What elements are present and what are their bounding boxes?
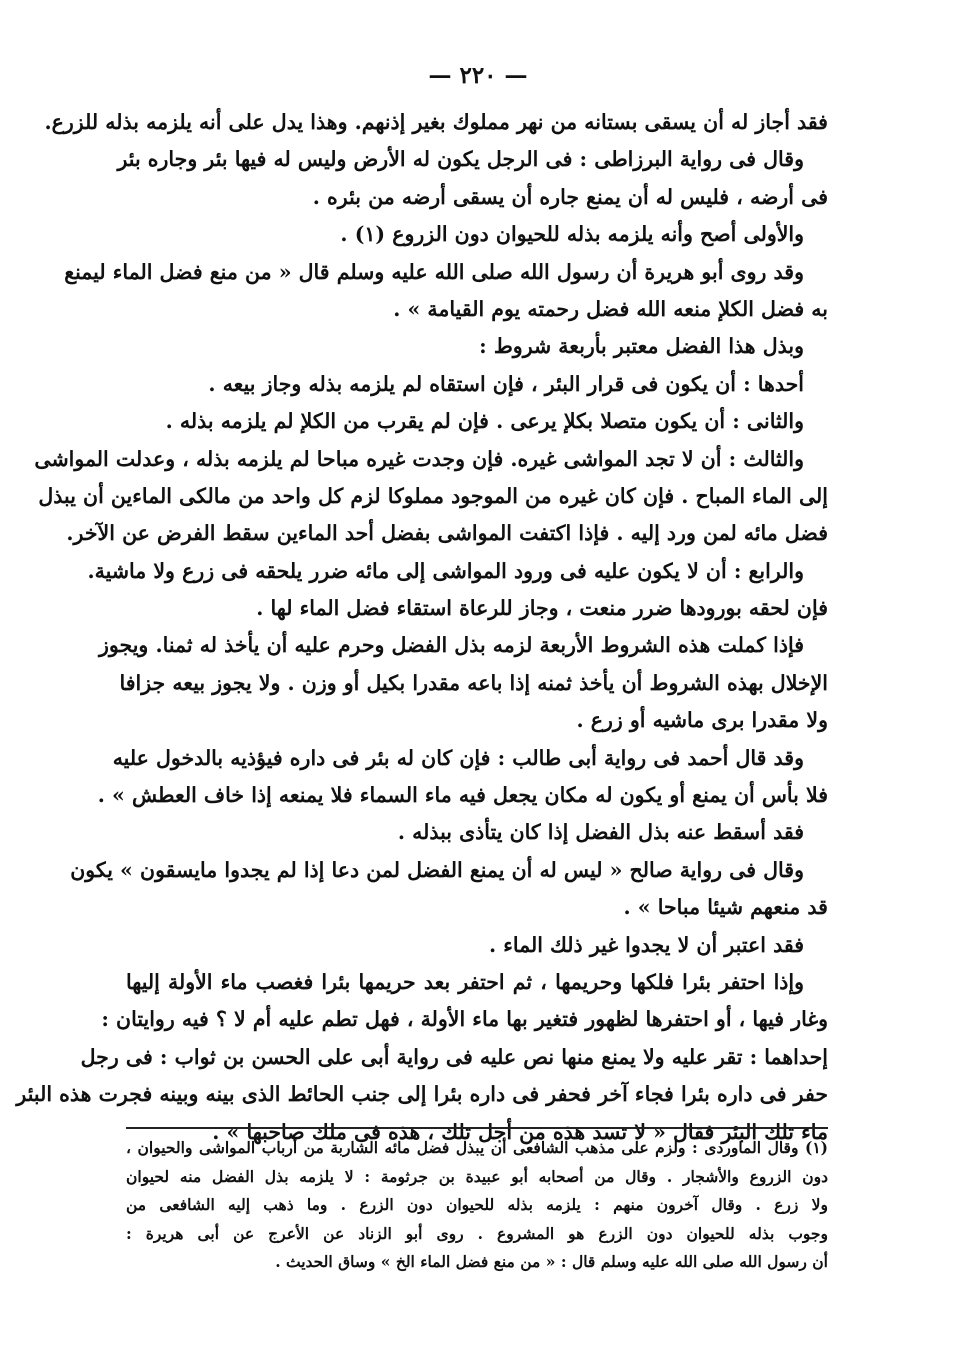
body-line: وبذل هذا الفضل معتبر بأربعة شروط : xyxy=(479,334,804,359)
body-line: فقد أجاز له أن يسقى بستانه من نهر مملوك بغير إذنهم. وهذا يدل على أنه يلزمه بذله للزرع. xyxy=(44,110,828,134)
footnote-line: ولا زرع . وقال آخرون منهم : يلزمه بذله للحيوان دون الزرع . وما ذهب إليه الشافعى من xyxy=(126,1195,828,1215)
body-line: ولا مقدرا برى ماشيه أو زرع . xyxy=(576,708,828,733)
body-line: فإن لحقه بورودها ضرر منعت ، وجاز للرعاة استقاء فضل الماء لها . xyxy=(256,596,828,621)
body-line: والرابع : أن لا يكون عليه فى ورود المواشى إلى مائه ضرر يلحقه فى زرع ولا ماشية. xyxy=(87,558,804,583)
body-line: وقد قال أحمد فى رواية أبى طالب : فإن كان له بئر فى داره فيؤذيه بالدخول عليه xyxy=(112,745,804,770)
footnotes xyxy=(126,1134,828,1277)
body-line: به فضل الكلإ منعه الله فضل رحمته يوم القيامة » . xyxy=(393,296,828,321)
body-line: وقال فى رواية صالح « ليس له أن يمنع الفضل لمن دعا إذا لم يجدوا مايسقون » يكون xyxy=(70,857,804,882)
body-line: أحدها : أن يكون فى قرار البئر ، فإن استقاه لم يلزمه بذله وجاز بيعه . xyxy=(208,371,804,396)
footnote-line: أن رسول الله صلى الله عليه وسلم قال : « من منع فضل الماء الخ » وساق الحديث . xyxy=(275,1252,828,1272)
body-line: قد منعهم شيئا مباحا » . xyxy=(623,895,828,920)
footnote-line: دون الزروع والأشجار . وقال من أصحابه أبو عبيدة بن جرثومة : لا يلزمه بذل الفضل منه لحيوان xyxy=(126,1166,828,1186)
body-line: والثالث : أن لا تجد المواشى غيره. فإن وجدت غيره مباحا لم يلزمه بذله ، وعدلت المواشى xyxy=(34,446,804,471)
body-line: فإذا كملت هذه الشروط الأربعة لزمه بذل الفضل وحرم عليه أن يأخذ له ثمنا. ويجوز xyxy=(99,633,804,658)
body-line: إحداهما : تقر عليه ولا يمنع منها نص عليه فى رواية أبى على الحسن بن ثواب : فى رجل xyxy=(80,1044,828,1069)
body-line: وقد روى أبو هريرة أن رسول الله صلى الله عليه وسلم قال « من منع فضل الماء ليمنع xyxy=(64,259,804,284)
body-line: فى أرضه ، فليس له أن يمنع جاره أن يسقى أرضه من بئره . xyxy=(312,184,828,209)
body-line: والثانى : أن يكون متصلا بكلإ يرعى . فإن لم يقرب من الكلإ لم يلزمه بذله . xyxy=(165,409,804,434)
body-line: فقد أسقط عنه بذل الفضل إذا كان يتأذى ببذله . xyxy=(397,820,804,845)
body-line: وإذا احتفر بئرا فلكها وحريمها ، ثم احتفر بعد حريمها بئرا فغصب ماء الأولة إليها xyxy=(126,969,804,994)
body-line: وقال فى رواية البرزاطى : فى الرجل يكون له الأرض وليس له فيها بئر وجاره بئر xyxy=(117,147,804,172)
body-line: فضل مائه لمن ورد إليه . فإذا اكتفت المواشى بفضل أحد الماءين سقط الفرض عن الآخر. xyxy=(66,521,828,546)
body-line: فلا بأس أن يمنع أو يكون له مكان يجعل فيه ماء السماء فلا يمنعه إذا خاف العطش » . xyxy=(97,783,828,808)
body-line: وغار فيها ، أو احتفرها لظهور فتغير بها ماء الأولة ، فهل تطم عليه أم لا ؟ فيه روايتان : xyxy=(101,1007,828,1032)
body-line: حفر فى داره بئرا فجاء آخر فحفر فى داره بئرا إلى جنب الحائط الذى بينه وبينه فجرت هذه البئر xyxy=(16,1082,828,1107)
body-line: ماء تلك البئر فقال « لا تسد هذه من أجل تلك ، هذه فى ملك صاحبها » . xyxy=(212,1119,828,1144)
body-line: الإخلال بهذه الشروط أن يأخذ ثمنه إذا باعه مقدرا بكيل أو وزن . ولا يجوز بيعه جزافا xyxy=(119,670,828,695)
body-text xyxy=(16,104,828,1151)
footnote-line: وجوب بذله للحيوان دون الزرع هو المشروع . روى أبو الزناد عن الأعرج عن أبى هريرة : xyxy=(126,1223,828,1243)
footnote-line: (١) وقال الماوردى : ولزم على مذهب الشافعى أن يبذل فضل مائه الشاربة من أرباب المواشى والحيوان ، xyxy=(126,1138,828,1157)
body-line: فقد اعتبر أن لا يجدوا غير ذلك الماء . xyxy=(488,932,804,957)
body-line: إلى الماء المباح . فإن كان غيره من الموجود مملوكا لزم كل واحد من مالكى الماءين أن يبذل xyxy=(38,483,828,508)
page-number: — ٢٢٠ — xyxy=(428,62,528,89)
footnote-divider xyxy=(126,1127,828,1129)
body-line: والأولى أصح وأنه يلزمه بذله للحيوان دون الزروع (١) . xyxy=(340,222,804,247)
